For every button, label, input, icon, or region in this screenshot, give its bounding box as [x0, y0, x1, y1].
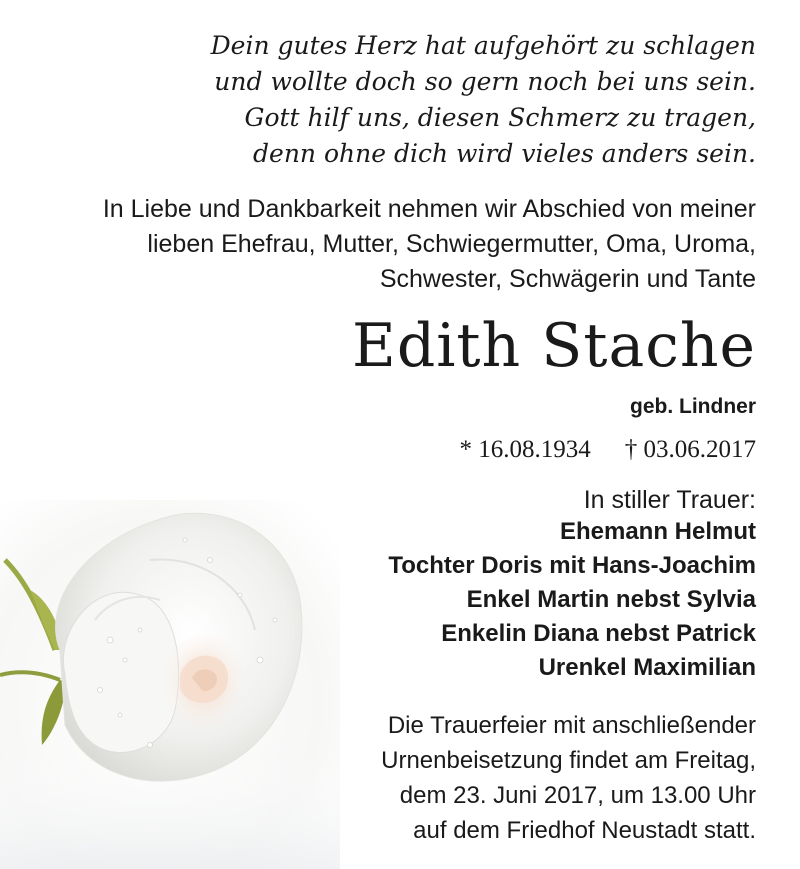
white-rose-image — [0, 500, 340, 869]
mourner-name: Tochter Doris mit Hans-Joachim — [388, 552, 756, 579]
poem — [136, 28, 756, 172]
mourner-name: Enkel Martin nebst Sylvia — [466, 586, 756, 613]
poem-line: Gott hilf uns, diesen Schmerz zu tragen, — [244, 103, 756, 132]
poem-line: denn ohne dich wird vieles anders sein. — [253, 139, 756, 168]
farewell-line: lieben Ehefrau, Mutter, Schwiegermutter, Oma, Uroma, — [147, 230, 756, 258]
farewell-line: Schwester, Schwägerin und Tante — [379, 265, 756, 293]
birth-date: * 16.08.1934 — [459, 436, 591, 463]
service-line: dem 23. Juni 2017, um 13.00 Uhr — [399, 782, 756, 809]
farewell-text — [16, 192, 756, 297]
service-line: Urnenbeisetzung findet am Freitag, — [381, 747, 756, 774]
farewell-line: In Liebe und Dankbarkeit nehmen wir Abschied von meiner — [102, 195, 756, 223]
mourner-name: Enkelin Diana nebst Patrick — [441, 620, 756, 647]
death-date: † 03.06.2017 — [624, 436, 756, 463]
mourner-name: Ehemann Helmut — [559, 518, 756, 545]
funeral-service-info — [381, 708, 756, 848]
poem-line: Dein gutes Herz hat aufgehört zu schlagen — [210, 31, 756, 60]
poem-line: und wollte doch so gern noch bei uns sein. — [214, 67, 756, 96]
service-line: auf dem Friedhof Neustadt statt. — [413, 817, 756, 844]
deceased-name: Edith Stache — [352, 311, 756, 381]
mourner-name: Urenkel Maximilian — [538, 654, 756, 681]
birth-name: geb. Lindner — [630, 395, 756, 418]
life-dates — [460, 433, 757, 467]
mourners-list — [388, 515, 756, 685]
service-line: Die Trauerfeier mit anschließender — [387, 712, 756, 739]
mourners-label: In stiller Trauer: — [583, 486, 756, 514]
